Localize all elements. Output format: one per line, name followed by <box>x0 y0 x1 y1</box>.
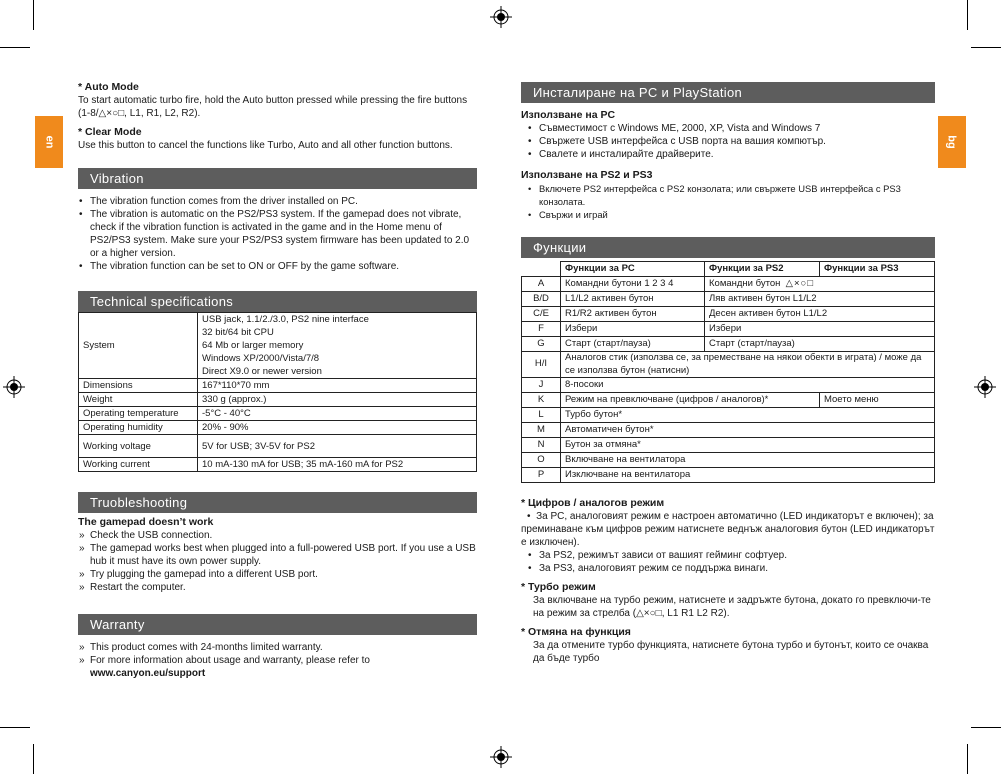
table-row <box>522 453 935 468</box>
registration-mark-icon <box>490 746 512 768</box>
list-item: • The vibration function can be set to ON or OFF by the game software. <box>78 260 477 273</box>
table-cell: Турбо бутон* <box>561 408 935 423</box>
table-header-row <box>522 262 935 277</box>
list-item: • Свържи и играй <box>527 208 935 221</box>
table-cell: Ляв активен бутон L1/L2 <box>705 292 935 307</box>
digital-mode-text: • За PC, аналоговият режим е настроен автоматично (LED индикаторът е включен); за преминаване към цифров режим натиснете веднъж аналоговия бутон (LED индикаторът е изключен). <box>521 511 935 548</box>
table-cell: Старт (старт/пауза) <box>561 337 705 352</box>
table-cell: -5°C - 40°C <box>198 407 477 421</box>
language-tab-label: en <box>43 135 55 149</box>
troubleshooting-subtitle: The gamepad doesn’t work <box>78 516 214 528</box>
table-row <box>522 352 935 378</box>
table-cell: 20% - 90% <box>198 421 477 435</box>
column-header: Функции за PC <box>561 262 705 277</box>
table-cell: Автоматичен бутон* <box>561 423 935 438</box>
table-cell: 10 mA-130 mA for USB; 35 mA-160 mA for PS2 <box>198 458 477 472</box>
list-item: » Check the USB connection. <box>78 529 477 542</box>
list-item: • За PS2, режимът зависи от вашият гейминг софтуер. <box>527 549 935 562</box>
table-cell: F <box>522 322 561 337</box>
spec-line: USB jack, 1.1/2./3.0, PS2 nine interface <box>202 314 369 325</box>
table-row <box>79 313 477 379</box>
table-cell: Аналогов стик (използва се, за преместване на някои обекти в играта) / може да се използва бутон (натисни) <box>561 352 935 378</box>
list-item: • Съвместимост с Windows ME, 2000, XP, Vista and Windows 7 <box>527 122 935 135</box>
table-cell: Командни бутони 1 2 3 4 <box>561 277 705 292</box>
table-cell: Избери <box>705 322 935 337</box>
table-cell: Моето меню <box>820 393 935 408</box>
spec-line: 64 Mb or larger memory <box>202 340 304 351</box>
spec-line: Windows XP/2000/Vista/7/8 <box>202 353 320 364</box>
table-row <box>522 468 935 483</box>
table-cell: Бутон за отмяна* <box>561 438 935 453</box>
table-cell: 5V for USB; 3V-5V for PS2 <box>198 435 477 458</box>
language-tab-bg <box>938 116 966 168</box>
ps-usage-title: Използване на PS2 и PS3 <box>521 169 653 181</box>
table-row <box>522 292 935 307</box>
table-cell: Избери <box>561 322 705 337</box>
table-row <box>522 322 935 337</box>
table-cell <box>705 277 935 292</box>
table-cell: J <box>522 378 561 393</box>
cancel-function-title: * Отмяна на функция <box>521 626 631 638</box>
turbo-mode-title: * Турбо режим <box>521 581 596 593</box>
list-item: » The gamepad works best when plugged into a full-powered USB port. If you use a USB hub it must have its own power supply. <box>78 542 477 568</box>
table-cell: H/I <box>522 352 561 378</box>
crop-mark <box>33 0 34 30</box>
vibration-list <box>78 195 477 273</box>
spec-line: Direct X9.0 or newer version <box>202 366 322 377</box>
table-cell: K <box>522 393 561 408</box>
table-cell: Operating humidity <box>79 421 198 435</box>
table-row <box>79 435 477 458</box>
list-item: » Restart the computer. <box>78 581 477 594</box>
spec-line: 32 bit/64 bit CPU <box>202 327 274 338</box>
turbo-mode-text: За включване на турбо режим, натиснете и задръжте бутона, докато го превключи-те на режим за стрелба (△×○□, L1 R1 L2 R2). <box>533 595 931 619</box>
table-cell: Включване на вентилатора <box>561 453 935 468</box>
table-cell: 8-посоки <box>561 378 935 393</box>
table-cell: 330 g (approx.) <box>198 393 477 407</box>
table-cell: B/D <box>522 292 561 307</box>
troubleshooting-list <box>78 529 477 594</box>
troubleshooting-heading: Truobleshooting <box>78 492 477 513</box>
table-row <box>79 379 477 393</box>
auto-mode-title: * Auto Mode <box>78 81 139 93</box>
table-cell: Изключване на вентилатора <box>561 468 935 483</box>
clear-mode-title: * Clear Mode <box>78 126 142 138</box>
warranty-list <box>78 641 477 680</box>
table-cell: Working voltage <box>79 435 198 458</box>
crop-mark <box>971 47 1001 48</box>
table-row <box>79 458 477 472</box>
table-cell: System <box>79 313 198 379</box>
support-link[interactable]: www.canyon.eu/support <box>90 668 206 679</box>
crop-mark <box>967 744 968 774</box>
table-cell: N <box>522 438 561 453</box>
install-heading: Инсталиране на PC и PlayStation <box>521 82 935 103</box>
table-row <box>522 277 935 292</box>
auto-mode-text: To start automatic turbo fire, hold the Auto button pressed while pressing the fire buttons (1-8/△×○□, L1, R1, L2, R2). <box>78 95 468 119</box>
table-cell <box>522 262 561 277</box>
digital-mode-list <box>521 549 935 575</box>
language-tab-en <box>35 116 63 168</box>
list-item <box>78 654 477 680</box>
registration-mark-icon <box>490 6 512 28</box>
registration-mark-icon <box>974 376 996 398</box>
table-cell: O <box>522 453 561 468</box>
list-item: » Try plugging the gamepad into a different USB port. <box>78 568 477 581</box>
table-cell: A <box>522 277 561 292</box>
table-cell: L1/L2 активен бутон <box>561 292 705 307</box>
table-row <box>79 421 477 435</box>
cancel-function-text: За да отмените турбо функцията, натиснете бутона турбо и бутонът, които се очаква да бъде турбо <box>533 640 929 664</box>
table-row <box>79 407 477 421</box>
list-item: • Свалете и инсталирайте драйверите. <box>527 148 935 161</box>
table-cell: Старт (старт/пауза) <box>705 337 935 352</box>
table-cell: L <box>522 408 561 423</box>
language-tab-label: bg <box>945 135 958 149</box>
list-item: • Свържете USB интерфейса с USB порта на вашия компютър. <box>527 135 935 148</box>
table-cell: Operating temperature <box>79 407 198 421</box>
functions-heading: Функции <box>521 237 935 258</box>
tech-specs-heading: Technical specifications <box>78 291 477 312</box>
clear-mode-text: Use this button to cancel the functions like Turbo, Auto and all other function buttons. <box>78 140 453 151</box>
table-cell: Режим на превключване (цифров / аналогов)* <box>561 393 820 408</box>
table-row <box>79 393 477 407</box>
crop-mark <box>967 0 968 30</box>
table-cell: R1/R2 активен бутон <box>561 307 705 322</box>
crop-mark <box>33 744 34 774</box>
column-header: Функции за PS2 <box>705 262 820 277</box>
crop-mark <box>0 727 30 728</box>
list-item: • The vibration is automatic on the PS2/PS3 system. If the gamepad does not vibrate, check if the vibration function is activated in the game and in the Home menu of PS2/PS3 system. Make sure your PS2/PS3 system firmware has been updated to 2.0 or a higher version. <box>78 208 477 260</box>
table-row <box>522 337 935 352</box>
pc-usage-title: Използване на PC <box>521 109 616 121</box>
ps-buttons-icon: △×○□ <box>785 277 814 289</box>
list-item: • The vibration function comes from the driver installed on PC. <box>78 195 477 208</box>
left-column <box>78 81 477 680</box>
crop-mark <box>971 727 1001 728</box>
registration-mark-icon <box>3 376 25 398</box>
table-cell: Dimensions <box>79 379 198 393</box>
table-cell: Десен активен бутон L1/L2 <box>705 307 935 322</box>
table-row <box>522 438 935 453</box>
table-row <box>522 408 935 423</box>
column-header: Функции за PS3 <box>820 262 935 277</box>
table-cell: Weight <box>79 393 198 407</box>
right-column <box>521 82 935 665</box>
digital-mode-paragraph: За PC, аналоговият режим е настроен автоматично (LED индикаторът е включен); за преминаване към цифров режим натиснете веднъж аналоговия бутон (LED индикаторът е изключен). <box>521 511 935 548</box>
list-item: • Включете PS2 интерфейса с PS2 конзолата; или свържете USB интерфейса с PS3 конзолата. <box>527 182 935 208</box>
list-item: » This product comes with 24-months limited warranty. <box>78 641 477 654</box>
pc-usage-list <box>521 122 935 161</box>
table-row <box>522 423 935 438</box>
crop-mark <box>0 47 30 48</box>
table-row <box>522 393 935 408</box>
functions-table <box>521 261 935 483</box>
warranty-text: For more information about usage and warranty, please refer to <box>90 655 370 666</box>
table-cell: P <box>522 468 561 483</box>
table-cell: Working current <box>79 458 198 472</box>
table-cell: M <box>522 423 561 438</box>
warranty-heading: Warranty <box>78 614 477 635</box>
ps-usage-list <box>521 182 935 221</box>
cell-text: Командни бутон <box>709 277 781 289</box>
table-row <box>522 307 935 322</box>
table-cell: G <box>522 337 561 352</box>
table-cell: 167*110*70 mm <box>198 379 477 393</box>
table-cell: C/E <box>522 307 561 322</box>
specs-table <box>78 312 477 472</box>
table-row <box>522 378 935 393</box>
digital-mode-title: * Цифров / аналогов режим <box>521 497 665 509</box>
list-item: • За PS3, аналоговият режим се поддържа винаги. <box>527 562 935 575</box>
table-cell <box>198 313 477 379</box>
vibration-heading: Vibration <box>78 168 477 189</box>
